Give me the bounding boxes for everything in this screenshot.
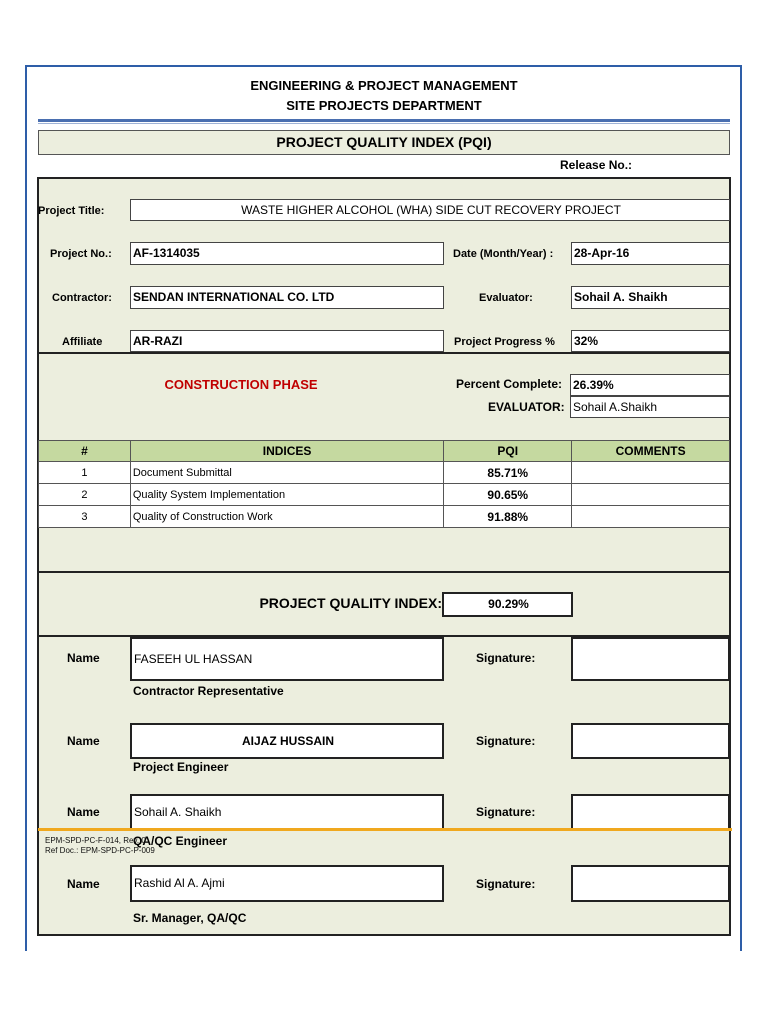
row-number: 3: [39, 506, 131, 528]
project-title-label: Project Title:: [38, 205, 105, 217]
progress-label: Project Progress %: [454, 336, 555, 348]
row-index-name: Document Submittal: [130, 462, 444, 484]
project-engineer-role: Project Engineer: [133, 760, 229, 774]
form-number: EPM-SPD-PC-F-014, Rev. 0: [45, 836, 146, 845]
section-divider: [37, 571, 731, 573]
table-row: [39, 484, 730, 506]
page-break-line: [38, 828, 732, 831]
department-subheading: SITE PROJECTS DEPARTMENT: [286, 98, 482, 113]
sr-manager-role: Sr. Manager, QA/QC: [133, 911, 247, 925]
contractor-label: Contractor:: [52, 292, 112, 304]
phase-name: CONSTRUCTION PHASE: [164, 377, 318, 392]
contractor-rep-signature-field[interactable]: [571, 637, 730, 681]
name-label: Name: [67, 877, 100, 891]
contractor-field[interactable]: SENDAN INTERNATIONAL CO. LTD: [130, 286, 444, 309]
row-comment[interactable]: [572, 506, 730, 528]
project-engineer-signature-field[interactable]: [571, 723, 730, 759]
affiliate-field[interactable]: AR-RAZI: [130, 330, 444, 352]
page-title: PROJECT QUALITY INDEX (PQI): [38, 130, 730, 155]
signature-label: Signature:: [476, 651, 536, 665]
row-pqi: 85.71%: [444, 462, 572, 484]
signature-label: Signature:: [476, 877, 536, 891]
affiliate-label: Affiliate: [62, 336, 103, 348]
project-engineer-name-field[interactable]: AIJAZ HUSSAIN: [130, 723, 444, 759]
col-header-comments: COMMENTS: [572, 441, 730, 462]
row-index-name: Quality of Construction Work: [130, 506, 444, 528]
row-number: 1: [39, 462, 131, 484]
col-header-indices: INDICES: [130, 441, 444, 462]
signature-label: Signature:: [476, 805, 536, 819]
project-no-field[interactable]: AF-1314035: [130, 242, 444, 265]
header-divider-thin: [38, 123, 730, 124]
section-divider: [37, 352, 731, 354]
phase-evaluator-label: EVALUATOR:: [488, 400, 565, 414]
pqi-total-value: 90.29%: [442, 592, 573, 617]
release-label: Release No.:: [560, 158, 633, 172]
project-no-label: Project No.:: [50, 248, 112, 260]
sr-manager-signature-field[interactable]: [571, 865, 730, 902]
signature-label: Signature:: [476, 734, 536, 748]
table-row: [39, 462, 730, 484]
col-header-number: #: [39, 441, 131, 462]
row-number: 2: [39, 484, 131, 506]
header-divider: [38, 119, 730, 122]
row-comment[interactable]: [572, 462, 730, 484]
row-index-name: Quality System Implementation: [130, 484, 444, 506]
row-pqi: 91.88%: [444, 506, 572, 528]
evaluator-label: Evaluator:: [479, 292, 533, 304]
name-label: Name: [67, 651, 100, 665]
contractor-rep-name-field[interactable]: FASEEH UL HASSAN: [130, 637, 444, 681]
pqi-total-label: PROJECT QUALITY INDEX:: [259, 595, 442, 611]
name-label: Name: [67, 734, 100, 748]
row-pqi: 90.65%: [444, 484, 572, 506]
percent-complete-field[interactable]: 26.39%: [570, 374, 730, 396]
department-heading: ENGINEERING & PROJECT MANAGEMENT: [250, 78, 518, 93]
phase-evaluator-field[interactable]: Sohail A.Shaikh: [570, 396, 730, 418]
qaqc-engineer-name-field[interactable]: Sohail A. Shaikh: [130, 794, 444, 830]
row-comment[interactable]: [572, 484, 730, 506]
col-header-pqi: PQI: [444, 441, 572, 462]
percent-complete-label: Percent Complete:: [456, 377, 563, 391]
project-title-field[interactable]: WASTE HIGHER ALCOHOL (WHA) SIDE CUT RECOVERY PROJECT: [130, 199, 730, 221]
sr-manager-name-field[interactable]: Rashid Al A. Ajmi: [130, 865, 444, 902]
table-header-row: [39, 441, 730, 462]
qaqc-engineer-role: QA/QC Engineer: [133, 834, 228, 848]
contractor-rep-role: Contractor Representative: [133, 684, 284, 698]
reference-document: Ref Doc.: EPM-SPD-PC-P-009: [45, 846, 155, 855]
date-label: Date (Month/Year) :: [453, 248, 554, 260]
qaqc-engineer-signature-field[interactable]: [571, 794, 730, 830]
date-field[interactable]: 28-Apr-16: [571, 242, 730, 265]
name-label: Name: [67, 805, 100, 819]
evaluator-field[interactable]: Sohail A. Shaikh: [571, 286, 730, 309]
table-row: [39, 506, 730, 528]
indices-table: [38, 440, 730, 528]
progress-field[interactable]: 32%: [571, 330, 730, 352]
